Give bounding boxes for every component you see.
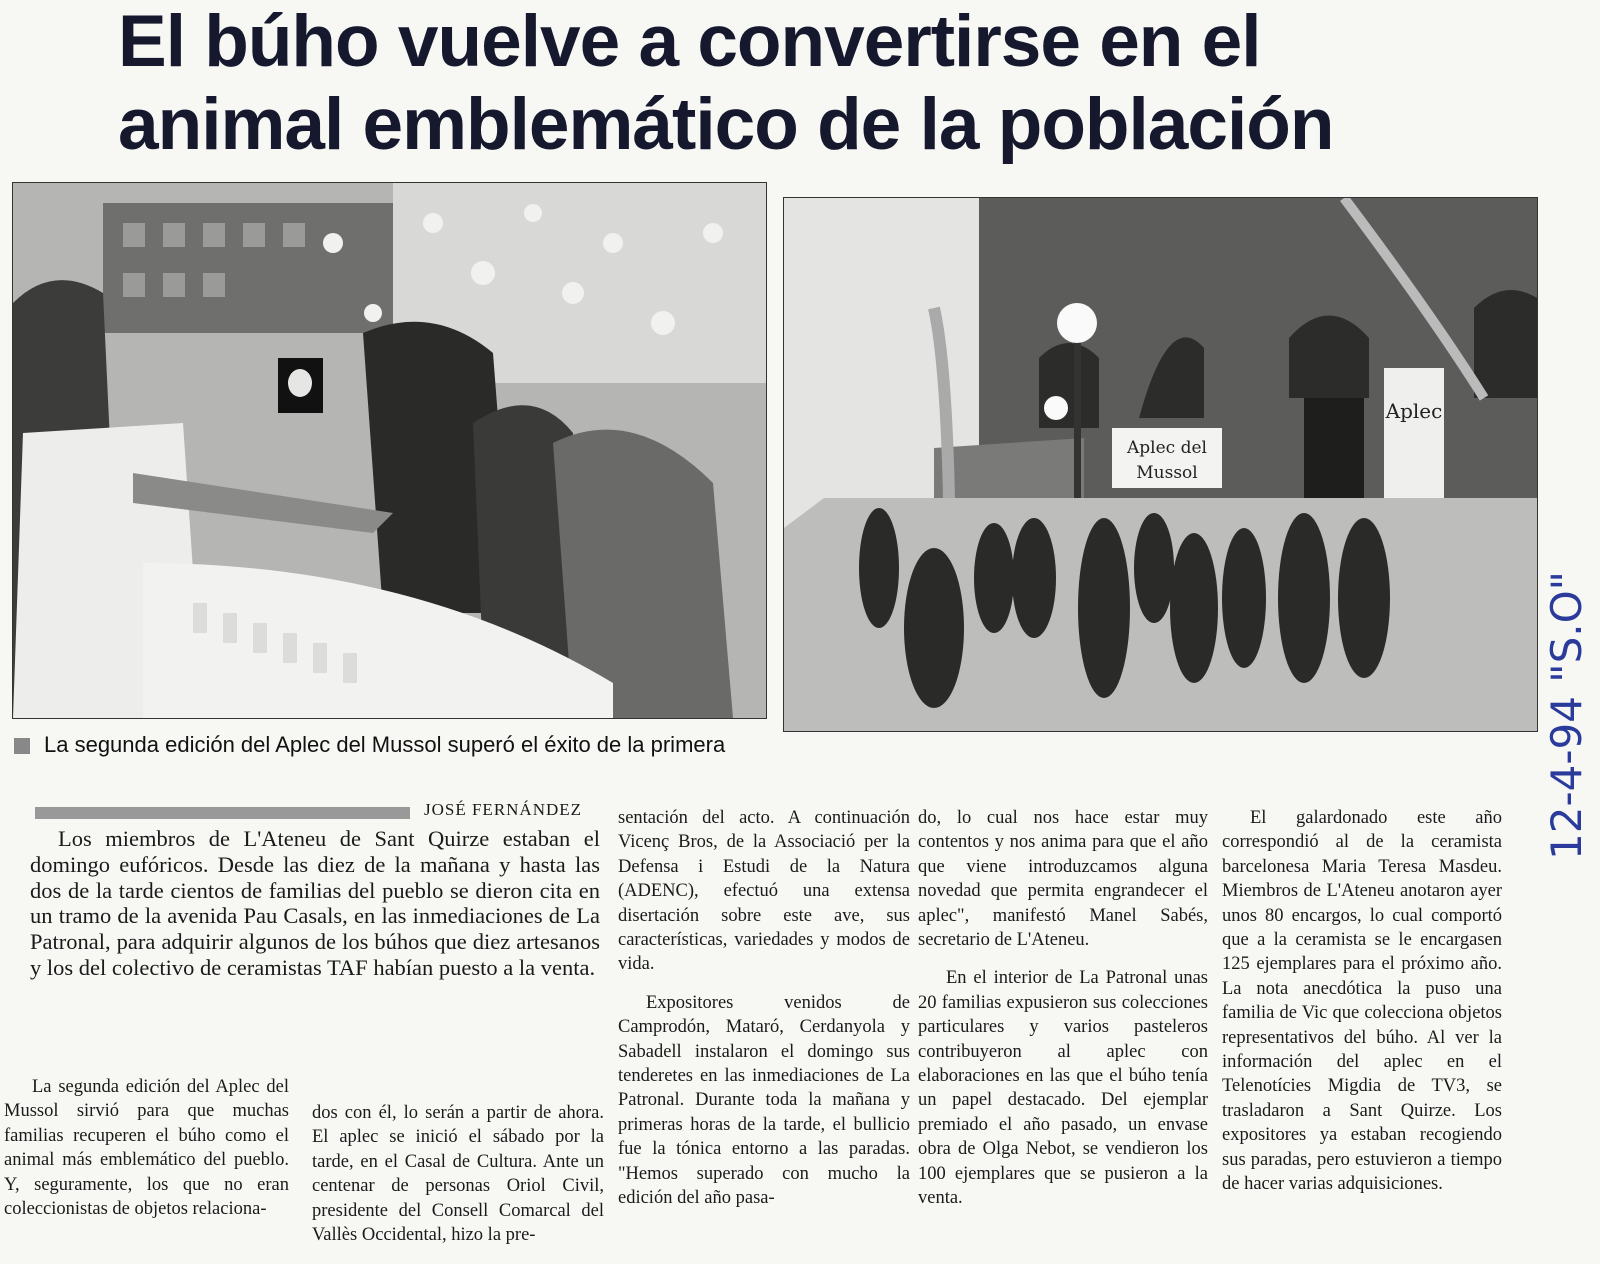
vertical-sign-text: Aplec bbox=[1385, 399, 1443, 423]
headline: El búho vuelve a convertirse en el animal emblemático de la población bbox=[118, 1, 1334, 165]
photo-la-patronal-building bbox=[783, 197, 1538, 732]
column-2 bbox=[618, 806, 910, 1211]
photo-caption bbox=[14, 732, 774, 758]
column-1 bbox=[4, 1075, 289, 1221]
column-3 bbox=[918, 806, 1208, 1211]
column-4 bbox=[1222, 806, 1502, 1197]
handwritten-date: 12-4-94 "S.O" bbox=[1542, 571, 1591, 860]
column-4-text: El galardonado este año correspondió al de la ceramista barcelonesa Maria Teresa Masdeu. Miembros de L'Ateneu anotaron ayer unos 80 encargos, lo cual comportó que a la ceramista se le encargasen 125 ejemplares para el próximo año. La nota anecdótica la puso una familia de Vic que colecciona objetos representativos del búho. Al ver la información del aplec en el Telenotícies Migdia de TV3, se trasladaron a Sant Quirze. Los expositores ya estaban recogiendo sus paradas, pero estuvieron a tiempo de hacer varias adquisiciones. bbox=[1222, 808, 1502, 1195]
banner-sign-text: Aplec del bbox=[1127, 438, 1207, 458]
column-2-text-b: Expositores venidos de Camprodón, Mataró, Cerdanyola y Sabadell instalaron el domingo sus tenderetes en las inmediaciones de La Patronal. Durante toda la mañana y primeras horas de la tarde, el bullicio fue la tónica entorno a las paradas. "Hemos superado con mucho la edición del año pasa- bbox=[618, 992, 910, 1209]
column-3-text-b: En el interior de La Patronal unas 20 familias expusieron sus colecciones particulares y varios pasteleros contribuyeron al aplec con elaboraciones en las que el búho tenía un papel destacado. Del ejemplar premiado el año pasado, un envase obra de Olga Nebot, se vendieron los 100 ejemplares que se pusieron a la venta. bbox=[918, 968, 1208, 1209]
caption-text: La segunda edición del Aplec del Mussol superó el éxito de la primera bbox=[44, 732, 726, 757]
svg-text:Mussol: Mussol bbox=[1136, 463, 1198, 483]
column-2-text-c: dos con él, lo serán a partir de ahora. El aplec se inició el sábado por la tarde, en el Casal de Cultura. Ante un centenar de personas Oriol Civil, presidente del Consell Comarcal del Vallès Occidental, hizo la pre- bbox=[312, 1103, 604, 1246]
lead-text: Los miembros de L'Ateneu de Sant Quirze estaban el domingo eufóricos. Desde las diez de la mañana y hasta las dos de la tarde cientos de familias del pueblo se dieron cita en un tramo de la avenida Pau Casals, en las inmediaciones de La Patronal, para adquirir algunos de los búhos que diez artesanos y los del colectivo de ceramistas TAF habían puesto a la venta. bbox=[30, 826, 600, 980]
lead-paragraph bbox=[30, 826, 600, 981]
byline-rule bbox=[35, 807, 410, 819]
byline: JOSÉ FERNÁNDEZ bbox=[424, 800, 583, 819]
caption-bullet bbox=[14, 738, 30, 754]
column-2-text-a: sentación del acto. A continuación Vicenç Bros, de la Associació per la Defensa i Estudi de la Natura (ADENC), efectuó una extensa disertación sobre este ave, sus características, variedades y modos de vida. bbox=[618, 808, 910, 975]
column-2-lower bbox=[312, 1101, 604, 1247]
column-1-text: La segunda edición del Aplec del Mussol sirvió para que muchas familias recuperen el búho como el animal más emblemático del pueblo. Y, seguramente, los que no eran coleccionistas de objetos relaciona- bbox=[4, 1077, 289, 1220]
column-3-text-a: do, lo cual nos hace estar muy contentos y nos anima para que el año que viene introduzcamos alguna novedad que permita engrandecer el aplec", manifestó Manel Sabés, secretario de L'Ateneu. bbox=[918, 808, 1208, 951]
photo-owl-stalls bbox=[12, 182, 767, 719]
